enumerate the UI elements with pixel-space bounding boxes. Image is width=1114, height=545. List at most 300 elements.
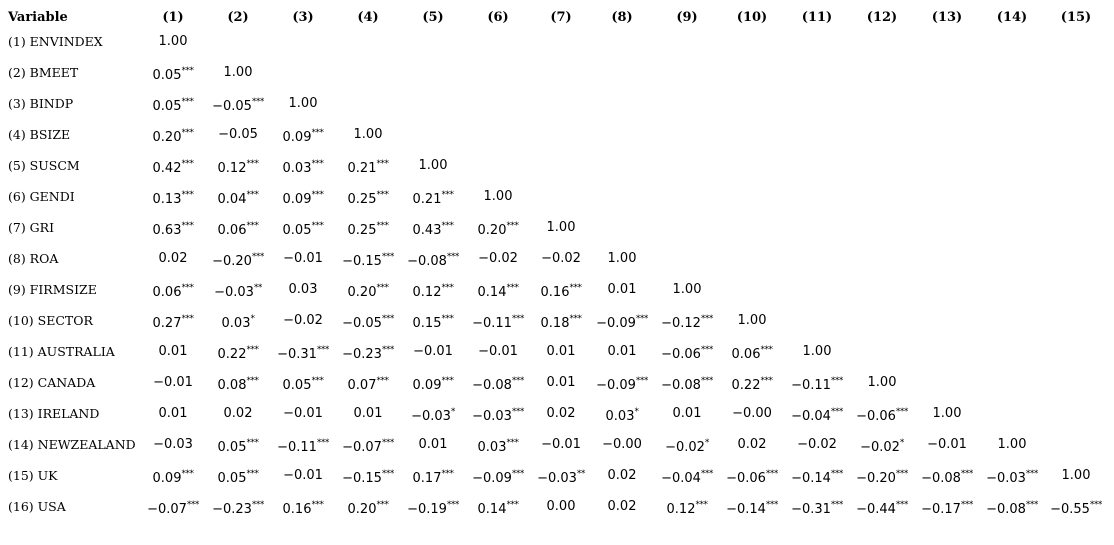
table-cell xyxy=(342,440,394,455)
cell-value: −0.08 xyxy=(986,502,1026,517)
significance-stars: *** xyxy=(311,376,324,386)
table-cell xyxy=(665,440,709,455)
table-cell xyxy=(342,471,394,486)
cell-value: −0.03 xyxy=(411,409,451,424)
cell-value: 0.27 xyxy=(152,316,182,331)
table-cell xyxy=(153,375,193,390)
cell-value: −0.01 xyxy=(283,406,323,421)
table-cell xyxy=(541,316,582,331)
cell-value: 1.00 xyxy=(483,189,513,204)
table-cell xyxy=(289,282,318,297)
table-cell xyxy=(348,285,389,300)
cell-value: 0.22 xyxy=(731,378,761,393)
table-cell xyxy=(419,158,448,173)
table-cell xyxy=(218,161,259,176)
table-cell xyxy=(413,344,453,359)
cell-value: −0.14 xyxy=(791,471,831,486)
cell-value: 0.09 xyxy=(152,471,182,486)
cell-value: 1.00 xyxy=(353,127,383,142)
cell-value: −0.02 xyxy=(283,313,323,328)
cell-value: 1.00 xyxy=(158,34,188,49)
row-label: (4) BSIZE xyxy=(8,127,71,142)
significance-stars: *** xyxy=(246,469,259,479)
table-cell xyxy=(413,192,454,207)
row-label: (9) FIRMSIZE xyxy=(8,282,97,297)
table-cell xyxy=(933,406,962,421)
table-cell xyxy=(224,406,253,421)
header-col-4: (4) xyxy=(357,10,379,25)
table-cell xyxy=(283,130,324,145)
significance-stars: *** xyxy=(700,469,713,479)
table-cell xyxy=(159,34,188,49)
significance-stars: *** xyxy=(511,376,524,386)
table-cell xyxy=(413,471,454,486)
cell-value: −0.20 xyxy=(856,471,896,486)
cell-value: −0.08 xyxy=(661,378,701,393)
table-cell xyxy=(419,437,448,452)
table-cell xyxy=(797,437,837,452)
cell-value: −0.06 xyxy=(661,347,701,362)
table-cell xyxy=(283,251,323,266)
table-cell xyxy=(726,471,778,486)
cell-value: −0.09 xyxy=(596,316,636,331)
cell-value: 0.02 xyxy=(158,251,188,266)
cell-value: 1.00 xyxy=(672,282,702,297)
cell-value: 0.09 xyxy=(282,130,312,145)
cell-value: 0.05 xyxy=(282,378,312,393)
table-cell xyxy=(153,437,193,452)
cell-value: 0.01 xyxy=(418,437,448,452)
cell-value: −0.23 xyxy=(342,347,382,362)
cell-value: 0.16 xyxy=(540,285,570,300)
table-cell xyxy=(547,220,576,235)
cell-value: 0.06 xyxy=(731,347,761,362)
table-cell xyxy=(283,223,324,238)
cell-value: 0.01 xyxy=(607,282,637,297)
significance-stars: *** xyxy=(446,500,459,510)
significance-stars: * xyxy=(704,438,709,448)
cell-value: −0.11 xyxy=(472,316,512,331)
cell-value: 0.18 xyxy=(540,316,570,331)
cell-value: −0.12 xyxy=(661,316,701,331)
cell-value: 1.00 xyxy=(932,406,962,421)
header-col-12: (12) xyxy=(866,10,898,25)
significance-stars: *** xyxy=(635,376,648,386)
significance-stars: *** xyxy=(181,66,194,76)
significance-stars: * xyxy=(250,314,255,324)
cell-value: 0.21 xyxy=(412,192,442,207)
significance-stars: *** xyxy=(760,345,773,355)
significance-stars: *** xyxy=(181,190,194,200)
significance-stars: *** xyxy=(246,190,259,200)
table-cell xyxy=(673,406,702,421)
cell-value: 0.01 xyxy=(607,344,637,359)
table-cell xyxy=(803,344,832,359)
table-cell xyxy=(283,406,323,421)
significance-stars: *** xyxy=(311,128,324,138)
table-cell xyxy=(478,285,519,300)
table-cell xyxy=(407,254,459,269)
significance-stars: *** xyxy=(381,438,394,448)
cell-value: 0.00 xyxy=(546,499,576,514)
cell-value: 0.01 xyxy=(546,375,576,390)
table-cell xyxy=(608,282,637,297)
cell-value: −0.23 xyxy=(212,502,252,517)
table-cell xyxy=(283,378,324,393)
table-cell xyxy=(478,251,518,266)
cell-value: 0.02 xyxy=(546,406,576,421)
table-cell xyxy=(277,440,329,455)
table-cell xyxy=(218,347,259,362)
table-cell xyxy=(289,96,318,111)
cell-value: 0.05 xyxy=(282,223,312,238)
cell-value: 1.00 xyxy=(802,344,832,359)
table-cell xyxy=(667,502,708,517)
significance-stars: *** xyxy=(506,221,519,231)
table-cell xyxy=(602,437,642,452)
significance-stars: *** xyxy=(381,345,394,355)
significance-stars: *** xyxy=(181,314,194,324)
cell-value: 0.07 xyxy=(347,378,377,393)
cell-value: 0.12 xyxy=(666,502,696,517)
significance-stars: *** xyxy=(506,500,519,510)
table-cell xyxy=(147,502,199,517)
cell-value: 0.02 xyxy=(223,406,253,421)
cell-value: 1.00 xyxy=(867,375,897,390)
cell-value: −0.14 xyxy=(726,502,766,517)
significance-stars: *** xyxy=(830,469,843,479)
cell-value: 0.14 xyxy=(477,285,507,300)
cell-value: 0.09 xyxy=(412,378,442,393)
row-label: (7) GRI xyxy=(8,220,55,235)
table-cell xyxy=(478,344,518,359)
table-cell xyxy=(478,502,519,517)
table-cell xyxy=(153,223,194,238)
cell-value: 0.03 xyxy=(605,409,635,424)
table-cell xyxy=(218,223,259,238)
significance-stars: * xyxy=(450,407,455,417)
table-cell xyxy=(354,127,383,142)
significance-stars: *** xyxy=(511,314,524,324)
significance-stars: *** xyxy=(246,221,259,231)
cell-value: 0.08 xyxy=(217,378,247,393)
significance-stars: *** xyxy=(506,438,519,448)
cell-value: −0.05 xyxy=(212,99,252,114)
cell-value: −0.07 xyxy=(342,440,382,455)
cell-value: 0.42 xyxy=(152,161,182,176)
row-label: (12) CANADA xyxy=(8,375,96,390)
table-cell xyxy=(472,409,524,424)
significance-stars: *** xyxy=(700,314,713,324)
significance-stars: *** xyxy=(376,283,389,293)
table-cell xyxy=(348,502,389,517)
cell-value: 0.09 xyxy=(282,192,312,207)
significance-stars: *** xyxy=(246,376,259,386)
cell-value: −0.06 xyxy=(856,409,896,424)
cell-value: −0.03 xyxy=(153,437,193,452)
header-col-2: (2) xyxy=(227,10,249,25)
cell-value: 0.03 xyxy=(282,161,312,176)
table-cell xyxy=(541,437,581,452)
header-variable: Variable xyxy=(8,10,68,25)
table-cell xyxy=(856,471,908,486)
cell-value: 0.43 xyxy=(412,223,442,238)
table-cell xyxy=(738,313,767,328)
table-cell xyxy=(986,502,1038,517)
table-cell xyxy=(927,437,967,452)
table-cell xyxy=(726,502,778,517)
significance-stars: *** xyxy=(446,252,459,262)
cell-value: 0.03 xyxy=(288,282,318,297)
significance-stars: ** xyxy=(253,283,262,293)
table-cell xyxy=(212,254,264,269)
header-col-3: (3) xyxy=(292,10,314,25)
cell-value: 0.02 xyxy=(607,468,637,483)
row-label: (8) ROA xyxy=(8,251,59,266)
cell-value: 0.03 xyxy=(477,440,507,455)
table-cell xyxy=(484,189,513,204)
table-cell xyxy=(606,409,639,424)
cell-value: 0.02 xyxy=(607,499,637,514)
cell-value: 1.00 xyxy=(288,96,318,111)
cell-value: −0.02 xyxy=(860,440,900,455)
cell-value: 0.20 xyxy=(477,223,507,238)
significance-stars: *** xyxy=(760,376,773,386)
table-cell xyxy=(547,344,576,359)
cell-value: −0.06 xyxy=(726,471,766,486)
header-col-1: (1) xyxy=(162,10,184,25)
table-cell xyxy=(791,471,843,486)
table-cell xyxy=(738,437,767,452)
header-col-15: (15) xyxy=(1060,10,1092,25)
table-cell xyxy=(608,468,637,483)
cell-value: 0.15 xyxy=(412,316,442,331)
table-cell xyxy=(153,161,194,176)
significance-stars: * xyxy=(634,407,639,417)
significance-stars: *** xyxy=(376,500,389,510)
significance-stars: *** xyxy=(960,469,973,479)
significance-stars: *** xyxy=(700,345,713,355)
table-cell xyxy=(283,161,324,176)
table-cell xyxy=(342,316,394,331)
table-cell xyxy=(214,285,262,300)
row-label: (16) USA xyxy=(8,499,66,514)
significance-stars: *** xyxy=(251,97,264,107)
row-label: (5) SUSCM xyxy=(8,158,80,173)
table-cell xyxy=(732,378,773,393)
table-cell xyxy=(411,409,455,424)
significance-stars: *** xyxy=(700,376,713,386)
significance-stars: *** xyxy=(441,314,454,324)
table-cell xyxy=(283,502,324,517)
row-label: (13) IRELAND xyxy=(8,406,100,421)
significance-stars: *** xyxy=(1025,500,1038,510)
significance-stars: *** xyxy=(441,283,454,293)
significance-stars: *** xyxy=(895,500,908,510)
table-cell xyxy=(472,471,524,486)
table-cell xyxy=(596,378,648,393)
cell-value: −0.01 xyxy=(541,437,581,452)
row-label: (3) BINDP xyxy=(8,96,74,111)
significance-stars: *** xyxy=(251,500,264,510)
significance-stars: *** xyxy=(569,314,582,324)
cell-value: −0.31 xyxy=(791,502,831,517)
table-cell xyxy=(608,344,637,359)
significance-stars: *** xyxy=(441,221,454,231)
significance-stars: *** xyxy=(635,314,648,324)
cell-value: −0.17 xyxy=(921,502,961,517)
cell-value: −0.02 xyxy=(478,251,518,266)
header-col-11: (11) xyxy=(801,10,833,25)
table-cell xyxy=(153,130,194,145)
table-cell xyxy=(153,192,194,207)
table-cell xyxy=(212,99,264,114)
significance-stars: *** xyxy=(1025,469,1038,479)
table-cell xyxy=(153,471,194,486)
table-cell xyxy=(222,316,255,331)
significance-stars: *** xyxy=(376,159,389,169)
header-col-6: (6) xyxy=(487,10,509,25)
cell-value: −0.08 xyxy=(921,471,961,486)
table-cell xyxy=(283,313,323,328)
significance-stars: *** xyxy=(765,469,778,479)
table-cell xyxy=(354,406,383,421)
significance-stars: *** xyxy=(830,500,843,510)
significance-stars: *** xyxy=(311,159,324,169)
cell-value: 1.00 xyxy=(418,158,448,173)
table-cell xyxy=(986,471,1038,486)
cell-value: 0.05 xyxy=(152,99,182,114)
cell-value: 1.00 xyxy=(607,251,637,266)
cell-value: 1.00 xyxy=(997,437,1027,452)
cell-value: 0.03 xyxy=(221,316,251,331)
cell-value: 0.63 xyxy=(152,223,182,238)
table-cell xyxy=(596,316,648,331)
table-cell xyxy=(224,65,253,80)
cell-value: −0.02 xyxy=(541,251,581,266)
significance-stars: *** xyxy=(181,469,194,479)
table-cell xyxy=(661,316,713,331)
significance-stars: *** xyxy=(441,376,454,386)
table-cell xyxy=(342,254,394,269)
table-cell xyxy=(732,406,772,421)
cell-value: −0.31 xyxy=(277,347,317,362)
cell-value: 0.01 xyxy=(353,406,383,421)
table-cell xyxy=(998,437,1027,452)
cell-value: −0.03 xyxy=(472,409,512,424)
table-cell xyxy=(218,192,259,207)
cell-value: −0.03 xyxy=(537,471,577,486)
table-cell xyxy=(661,378,713,393)
table-cell xyxy=(472,316,524,331)
table-cell xyxy=(277,347,329,362)
significance-stars: *** xyxy=(506,283,519,293)
table-cell xyxy=(1062,468,1091,483)
row-label: (11) AUSTRALIA xyxy=(8,344,115,359)
significance-stars: *** xyxy=(311,221,324,231)
cell-value: −0.01 xyxy=(283,468,323,483)
table-cell xyxy=(159,406,188,421)
significance-stars: *** xyxy=(381,469,394,479)
cell-value: 0.14 xyxy=(477,502,507,517)
significance-stars: *** xyxy=(830,376,843,386)
significance-stars: *** xyxy=(895,469,908,479)
cell-value: −0.00 xyxy=(732,406,772,421)
cell-value: −0.08 xyxy=(472,378,512,393)
cell-value: 0.02 xyxy=(737,437,767,452)
significance-stars: *** xyxy=(186,500,199,510)
table-cell xyxy=(856,502,908,517)
cell-value: 0.25 xyxy=(347,192,377,207)
table-cell xyxy=(791,378,843,393)
cell-value: −0.02 xyxy=(665,440,705,455)
cell-value: 0.06 xyxy=(152,285,182,300)
table-cell xyxy=(153,316,194,331)
table-cell xyxy=(541,251,581,266)
table-cell xyxy=(413,378,454,393)
cell-value: −0.01 xyxy=(927,437,967,452)
header-col-5: (5) xyxy=(422,10,444,25)
table-cell xyxy=(348,161,389,176)
row-label: (10) SECTOR xyxy=(8,313,93,328)
header-col-7: (7) xyxy=(550,10,572,25)
table-cell xyxy=(661,471,713,486)
cell-value: 0.12 xyxy=(217,161,247,176)
significance-stars: *** xyxy=(441,469,454,479)
cell-value: −0.15 xyxy=(342,471,382,486)
significance-stars: *** xyxy=(441,190,454,200)
significance-stars: *** xyxy=(246,438,259,448)
table-cell xyxy=(342,347,394,362)
cell-value: 0.01 xyxy=(672,406,702,421)
row-label: (15) UK xyxy=(8,468,58,483)
cell-value: 0.20 xyxy=(347,285,377,300)
cell-value: −0.04 xyxy=(791,409,831,424)
cell-value: −0.55 xyxy=(1050,502,1090,517)
significance-stars: *** xyxy=(181,221,194,231)
cell-value: −0.08 xyxy=(407,254,447,269)
table-cell xyxy=(218,127,258,142)
significance-stars: *** xyxy=(316,438,329,448)
significance-stars: *** xyxy=(376,376,389,386)
significance-stars: *** xyxy=(381,314,394,324)
significance-stars: *** xyxy=(246,159,259,169)
significance-stars: ** xyxy=(576,469,585,479)
significance-stars: *** xyxy=(960,500,973,510)
significance-stars: *** xyxy=(695,500,708,510)
cell-value: 0.25 xyxy=(347,223,377,238)
significance-stars: *** xyxy=(181,283,194,293)
table-cell xyxy=(413,223,454,238)
cell-value: −0.20 xyxy=(212,254,252,269)
table-cell xyxy=(212,502,264,517)
significance-stars: *** xyxy=(381,252,394,262)
table-cell xyxy=(153,285,194,300)
significance-stars: *** xyxy=(181,97,194,107)
table-cell xyxy=(348,378,389,393)
significance-stars: *** xyxy=(511,407,524,417)
table-cell xyxy=(921,471,973,486)
cell-value: −0.11 xyxy=(791,378,831,393)
table-cell xyxy=(159,344,188,359)
cell-value: −0.15 xyxy=(342,254,382,269)
cell-value: −0.05 xyxy=(218,127,258,142)
cell-value: −0.09 xyxy=(472,471,512,486)
cell-value: 1.00 xyxy=(546,220,576,235)
table-cell xyxy=(283,192,324,207)
cell-value: −0.01 xyxy=(283,251,323,266)
cell-value: 0.05 xyxy=(217,471,247,486)
